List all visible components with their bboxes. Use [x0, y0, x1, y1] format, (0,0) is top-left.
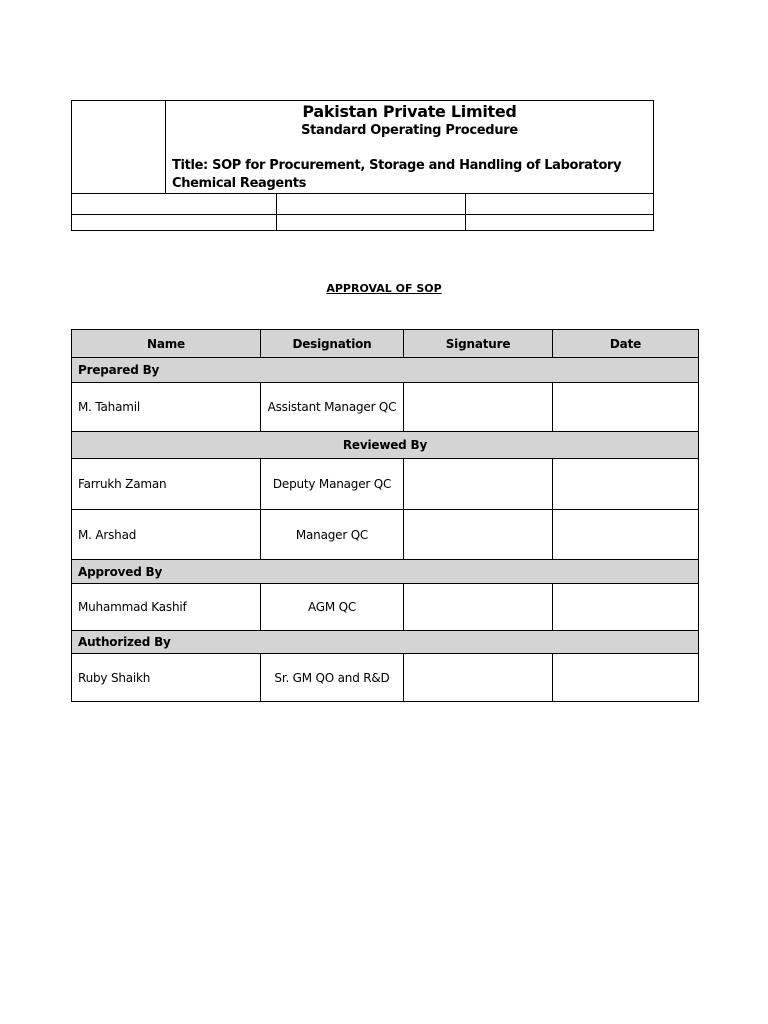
signatory-name: Farrukh Zaman	[72, 459, 261, 510]
title-cell	[166, 101, 653, 193]
section-prepared-by	[72, 358, 699, 383]
signature-cell	[404, 383, 553, 432]
column-header-designation: Designation	[261, 330, 404, 358]
date-cell	[553, 654, 699, 702]
header-cell-divider	[465, 193, 466, 231]
document-header	[71, 100, 654, 231]
signature-cell	[404, 510, 553, 560]
date-cell	[553, 510, 699, 560]
signatory-designation: Assistant Manager QC	[261, 383, 404, 432]
table-row	[72, 459, 699, 510]
column-header-name: Name	[72, 330, 261, 358]
date-cell	[553, 383, 699, 432]
section-approved-by	[72, 560, 699, 584]
approval-heading: APPROVAL OF SOP	[326, 282, 442, 295]
date-cell	[553, 459, 699, 510]
section-label: Approved By	[72, 560, 699, 584]
section-label: Reviewed By	[72, 432, 699, 459]
table-row	[72, 584, 699, 631]
approval-table	[71, 329, 699, 702]
signature-cell	[404, 459, 553, 510]
column-header-signature: Signature	[404, 330, 553, 358]
procedure-type: Standard Operating Procedure	[301, 123, 518, 138]
signatory-name: M. Tahamil	[72, 383, 261, 432]
header-divider	[72, 214, 653, 215]
date-cell	[553, 584, 699, 631]
signature-cell	[404, 654, 553, 702]
table-row	[72, 510, 699, 560]
section-reviewed-by	[72, 432, 699, 459]
signatory-name: Ruby Shaikh	[72, 654, 261, 702]
table-row	[72, 383, 699, 432]
sop-title: Title: SOP for Procurement, Storage and Handling of Laboratory Chemical Reagents	[172, 158, 622, 191]
column-header-date: Date	[553, 330, 699, 358]
table-row	[72, 654, 699, 702]
signatory-name: M. Arshad	[72, 510, 261, 560]
header-cell-divider	[276, 193, 277, 231]
signatory-designation: Deputy Manager QC	[261, 459, 404, 510]
table-header-row	[72, 330, 699, 358]
signatory-designation: Sr. GM QO and R&D	[261, 654, 404, 702]
signatory-name: Muhammad Kashif	[72, 584, 261, 631]
company-name: Pakistan Private Limited	[302, 102, 517, 121]
signatory-designation: AGM QC	[261, 584, 404, 631]
section-label: Authorized By	[72, 631, 699, 654]
logo-cell	[72, 101, 166, 193]
signatory-designation: Manager QC	[261, 510, 404, 560]
section-label: Prepared By	[72, 358, 699, 383]
header-divider	[72, 193, 653, 194]
section-authorized-by	[72, 631, 699, 654]
signature-cell	[404, 584, 553, 631]
